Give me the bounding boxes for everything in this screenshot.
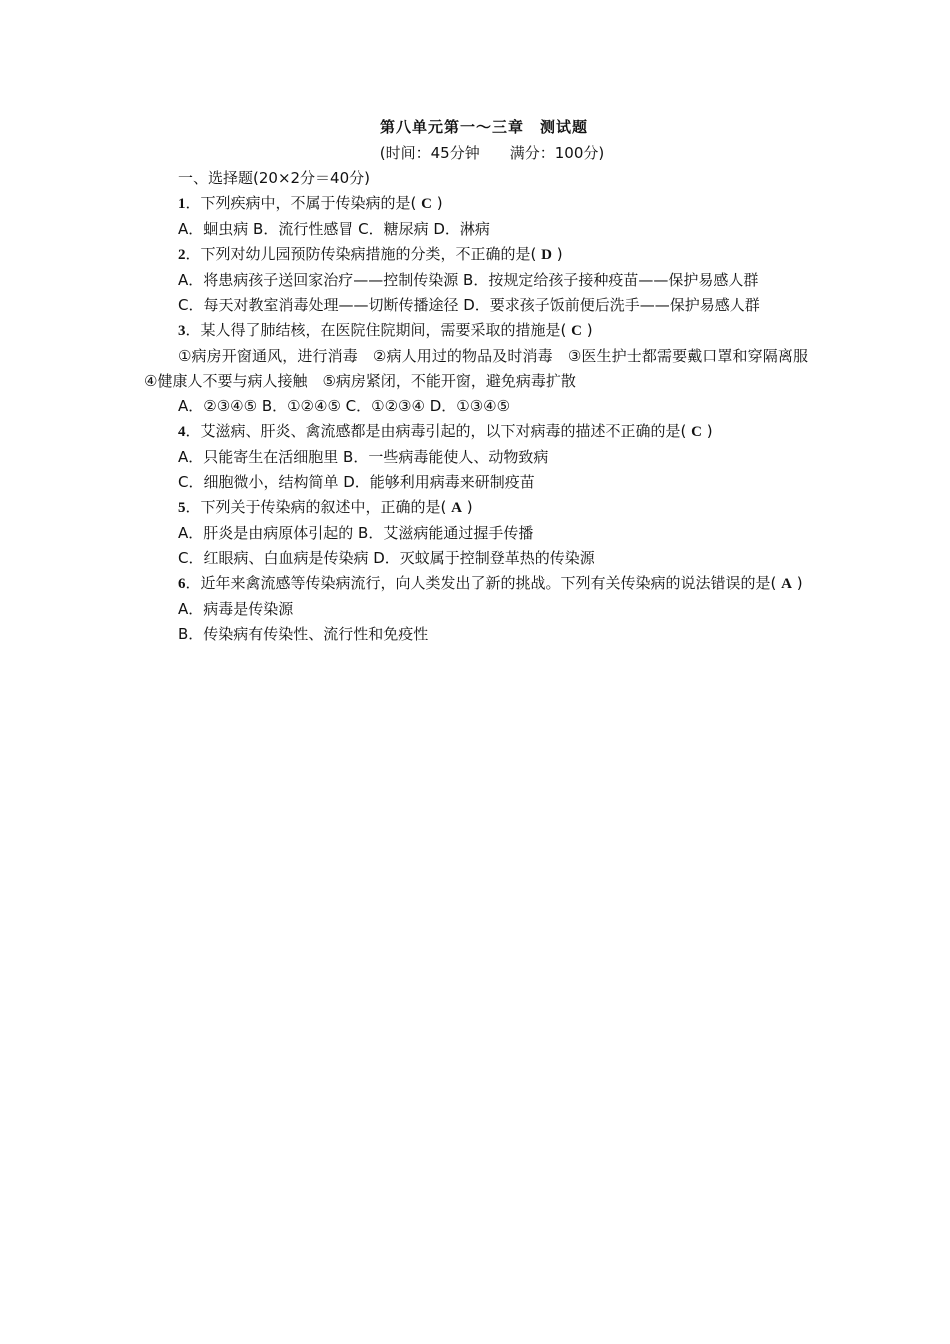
question-text: ．近年来禽流感等传染病流行，向人类发出了新的挑战。下列有关传染病的说法错误的是( <box>185 574 777 592</box>
question-5-options-ab: A．肝炎是由病原体引起的 B．艾滋病能通过握手传播 <box>178 524 534 542</box>
question-5-options-cd: C．红眼病、白血病是传染病 D．灭蚊属于控制登革热的传染源 <box>178 549 595 567</box>
section-heading: 一、选择题(20×2分＝40分) <box>178 169 370 187</box>
answer-letter: A <box>781 576 792 592</box>
question-4-options-ab: A．只能寄生在活细胞里 B．一些病毒能使人、动物致病 <box>178 448 549 466</box>
question-number: 4 <box>178 424 186 440</box>
answer-letter: C <box>421 196 432 212</box>
question-text: ．下列疾病中，不属于传染病的是( <box>185 194 417 212</box>
exam-info <box>144 140 808 166</box>
question-number: 1 <box>178 196 186 212</box>
time-limit: (时间：45分钟 <box>379 144 480 162</box>
close-paren: ) <box>556 245 563 263</box>
close-paren: ) <box>586 321 593 339</box>
close-paren: ) <box>796 574 803 592</box>
question-4-stem <box>144 419 808 445</box>
question-2-options-ab: A．将患病孩子送回家治疗——控制传染源 B．按规定给孩子接种疫苗——保护易感人群 <box>178 271 759 289</box>
question-6-option-b: B．传染病有传染性、流行性和免疫性 <box>178 625 429 643</box>
question-3-options: A．②③④⑤ B．①②④⑤ C．①②③④ D．①③④⑤ <box>178 397 511 415</box>
full-score: 满分：100分) <box>509 144 605 162</box>
question-3-stem <box>144 318 808 344</box>
question-6-option-a: A．病毒是传染源 <box>178 600 294 618</box>
close-paren: ) <box>706 422 713 440</box>
question-2-stem <box>144 242 808 268</box>
answer-letter: D <box>541 247 552 263</box>
question-text: ．下列关于传染病的叙述中，正确的是( <box>185 498 447 516</box>
page-title: 第八单元第一～三章 测试题 <box>379 118 588 136</box>
answer-letter: C <box>691 424 702 440</box>
question-text: ．某人得了肺结核，在医院住院期间，需要采取的措施是( <box>185 321 567 339</box>
answer-letter: C <box>571 323 582 339</box>
question-4-options-cd: C．细胞微小，结构简单 D．能够利用病毒来研制疫苗 <box>178 473 535 491</box>
question-1-stem <box>144 191 808 217</box>
question-2-options-cd: C．每天对教室消毒处理——切断传播途径 D．要求孩子饭前便后洗手——保护易感人群 <box>178 296 760 314</box>
question-text: ．艾滋病、肝炎、禽流感都是由病毒引起的，以下对病毒的描述不正确的是( <box>185 422 687 440</box>
question-number: 5 <box>178 500 186 516</box>
question-number: 2 <box>178 247 186 263</box>
question-6-stem <box>144 571 808 597</box>
question-1-options: A．蛔虫病 B．流行性感冒 C．糖尿病 D．淋病 <box>178 220 490 238</box>
question-5-stem <box>144 495 808 521</box>
close-paren: ) <box>466 498 473 516</box>
question-number: 3 <box>178 323 186 339</box>
answer-letter: A <box>451 500 462 516</box>
question-number: 6 <box>178 576 186 592</box>
close-paren: ) <box>436 194 443 212</box>
question-3-statements: ①病房开窗通风，进行消毒 ②病人用过的物品及时消毒 ③医生护士都需要戴口罩和穿隔离服 ④健康人不要与病人接触 ⑤病房紧闭，不能开窗，避免病毒扩散 <box>144 347 824 390</box>
question-text: ．下列对幼儿园预防传染病措施的分类，不正确的是( <box>185 245 537 263</box>
document-page <box>144 114 824 647</box>
